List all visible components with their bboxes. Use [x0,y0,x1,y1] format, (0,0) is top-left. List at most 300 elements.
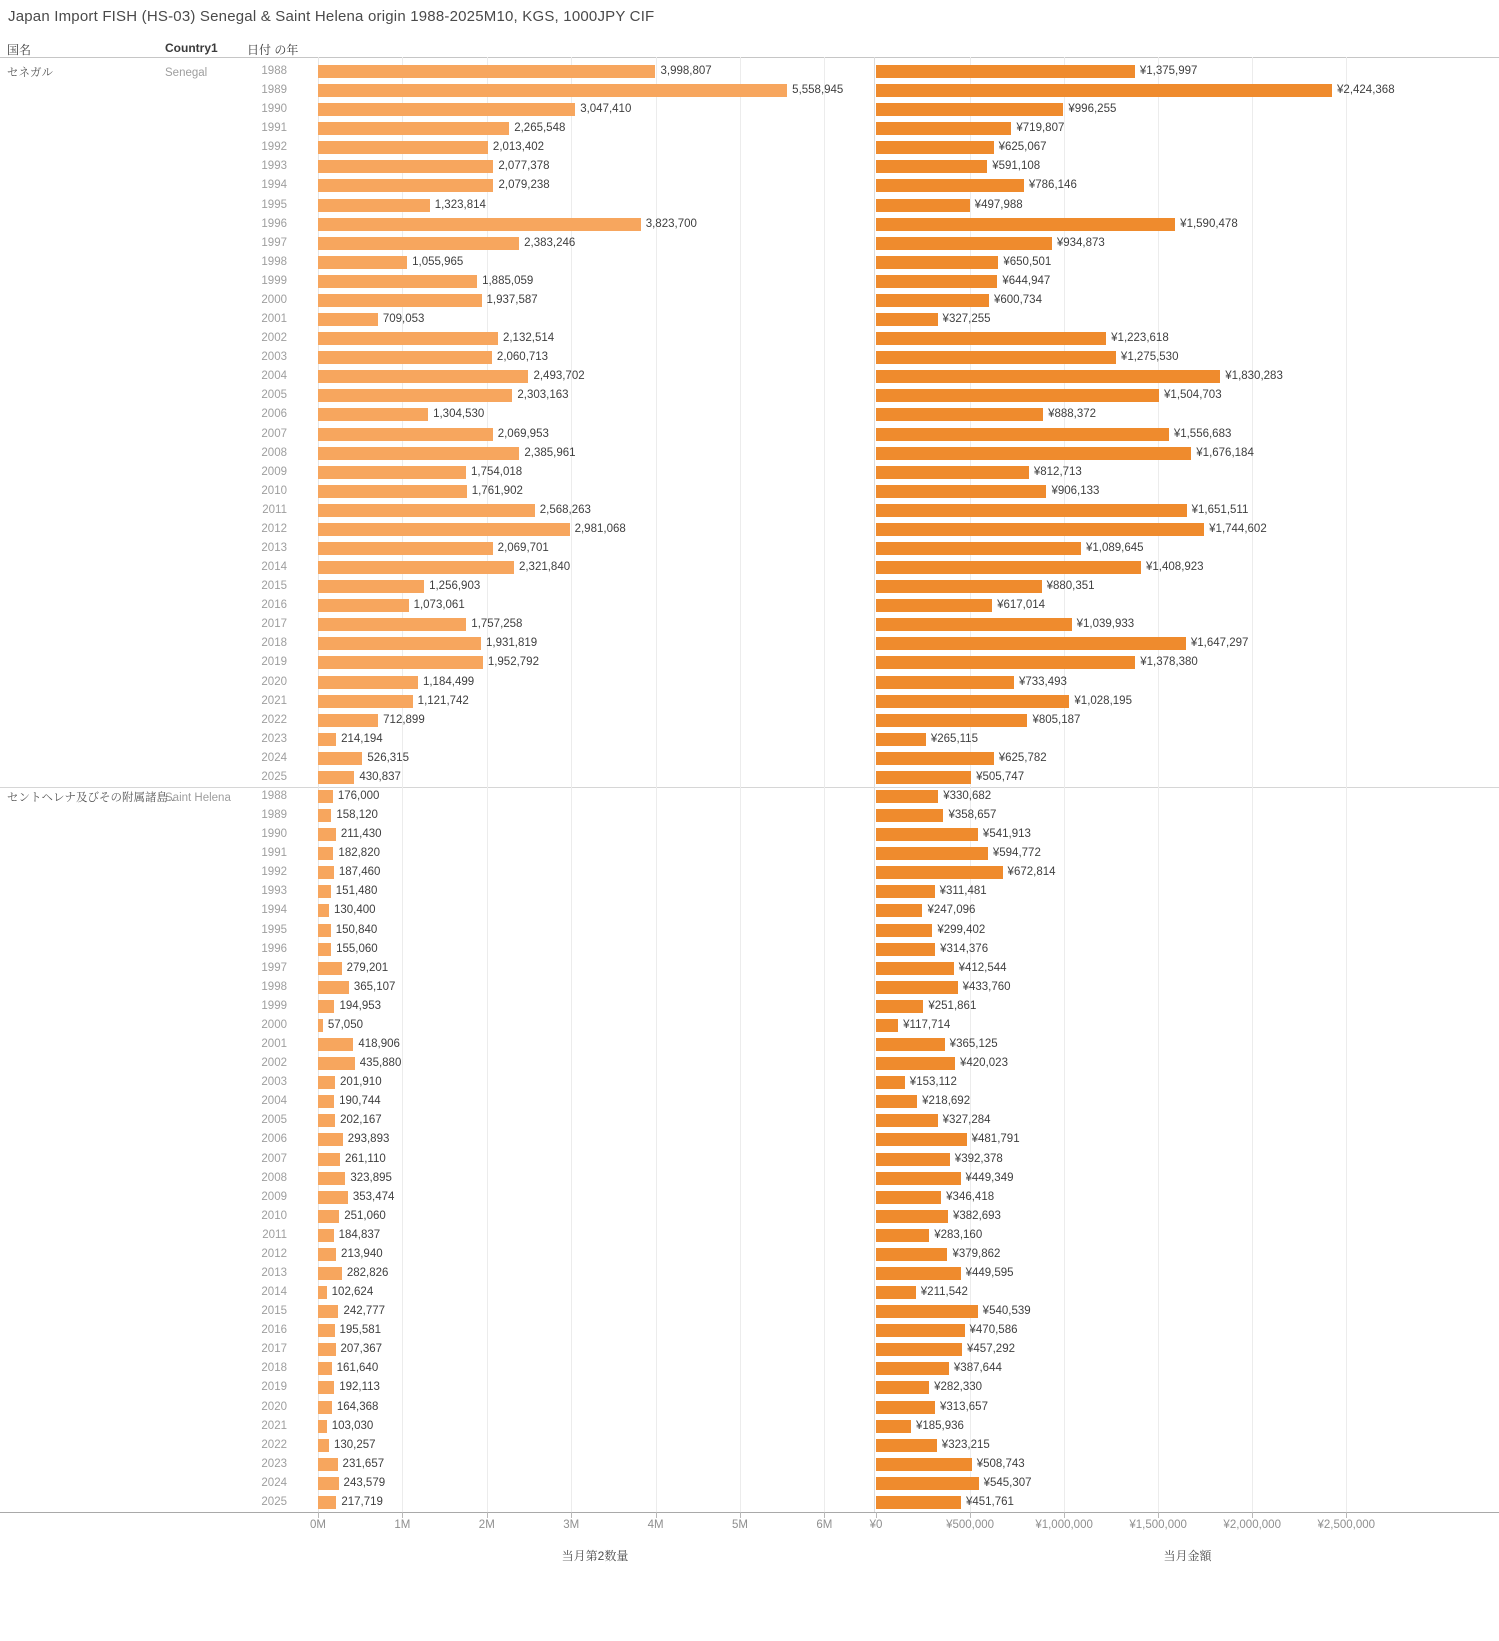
bar-amount[interactable] [876,676,1014,689]
year-label[interactable]: 2011 [262,503,287,516]
bar-amount-value: ¥1,039,933 [1076,618,1135,631]
bar-quantity[interactable] [318,1114,335,1127]
bar-quantity[interactable] [318,809,331,822]
bar-amount[interactable] [876,466,1029,479]
year-label[interactable]: 1995 [261,198,287,211]
bar-amount[interactable] [876,1477,979,1490]
year-label[interactable]: 2007 [261,1152,287,1165]
bar-amount[interactable] [876,866,1003,879]
year-label[interactable]: 2010 [261,484,287,497]
bar-quantity[interactable] [318,542,493,555]
bar-quantity-value: 161,640 [336,1362,379,1375]
bar-amount-value: ¥1,408,923 [1146,561,1204,574]
bar-amount-value: ¥449,595 [965,1266,1014,1279]
year-label[interactable]: 2004 [261,370,287,383]
bar-quantity[interactable] [318,141,488,154]
year-label[interactable]: 2008 [261,446,287,459]
bar-amount[interactable] [876,1019,898,1032]
year-label[interactable]: 2003 [261,1076,287,1089]
year-label[interactable]: 2024 [261,751,287,764]
bar-amount[interactable] [876,1057,955,1070]
bar-quantity-value: 155,060 [336,942,378,955]
bar-amount[interactable] [876,752,994,765]
bar-quantity[interactable] [318,618,466,631]
axis-tick [487,1512,488,1518]
bar-amount-value: ¥283,160 [934,1228,983,1241]
year-label[interactable]: 2020 [261,675,287,688]
bar-quantity-value: 279,201 [346,961,389,974]
bar-quantity[interactable] [318,1381,334,1394]
bar-amount[interactable] [876,771,971,784]
bar-quantity[interactable] [318,1095,334,1108]
bar-quantity-value: 365,107 [353,980,396,993]
bar-amount[interactable] [876,84,1332,97]
axis-tick [318,1512,319,1518]
year-label[interactable]: 2003 [261,351,287,364]
bar-amount[interactable] [876,1153,950,1166]
bar-quantity[interactable] [318,1305,338,1318]
bar-quantity[interactable] [318,866,334,879]
year-label[interactable]: 1998 [261,255,287,268]
column-header-country-jp: 国名 [7,43,32,57]
year-label[interactable]: 2016 [261,599,287,612]
bar-amount[interactable] [876,103,1063,116]
bar-quantity[interactable] [318,1038,353,1051]
bar-amount[interactable] [876,1210,948,1223]
bar-quantity[interactable] [318,885,331,898]
bar-amount[interactable] [876,504,1187,517]
bar-amount[interactable] [876,1038,945,1051]
bar-amount[interactable] [876,485,1046,498]
bar-quantity[interactable] [318,1076,335,1089]
year-label[interactable]: 2016 [261,1324,287,1337]
bar-amount[interactable] [876,370,1220,383]
bar-amount[interactable] [876,237,1052,250]
bar-quantity-value: 5,558,945 [792,84,844,97]
year-label[interactable]: 1989 [261,809,287,822]
bar-quantity-value: 1,073,061 [413,599,465,612]
bar-amount-value: ¥251,861 [928,999,977,1012]
bar-amount-value: ¥1,504,703 [1164,389,1222,402]
bar-quantity[interactable] [318,752,362,765]
bar-quantity[interactable] [318,1362,332,1375]
bar-amount-value: ¥1,744,602 [1209,522,1267,535]
bar-amount-value: ¥594,772 [992,847,1041,860]
bar-quantity[interactable] [318,256,407,269]
year-label[interactable]: 2002 [261,1057,287,1070]
bar-quantity-value: 2,383,246 [524,236,576,249]
bar-quantity[interactable] [318,179,493,192]
bar-amount[interactable] [876,981,958,994]
bar-quantity[interactable] [318,1458,338,1471]
bar-quantity[interactable] [318,160,493,173]
bar-amount[interactable] [876,1191,941,1204]
bar-quantity[interactable] [318,962,342,975]
bar-quantity[interactable] [318,428,493,441]
bar-amount[interactable] [876,580,1042,593]
bar-amount[interactable] [876,599,992,612]
bar-quantity[interactable] [318,485,467,498]
bar-amount[interactable] [876,790,938,803]
year-label[interactable]: 1996 [261,217,287,230]
bar-amount-value: ¥625,782 [998,751,1047,764]
row-group-country-jp[interactable]: セントヘレナ及びその附属諸島.. [7,792,175,804]
bar-amount[interactable] [876,1286,916,1299]
bar-quantity[interactable] [318,904,329,917]
bar-amount[interactable] [876,1401,935,1414]
bar-quantity[interactable] [318,1191,348,1204]
year-label[interactable]: 2010 [261,1209,287,1222]
bar-amount[interactable] [876,656,1135,669]
bar-quantity[interactable] [318,1229,334,1242]
bar-quantity[interactable] [318,332,498,345]
column-header-country1: Country1 [165,41,218,55]
bar-amount[interactable] [876,199,970,212]
year-label[interactable]: 1995 [261,923,287,936]
bar-amount[interactable] [876,1114,938,1127]
bar-quantity-value: 2,079,238 [498,179,550,192]
bar-quantity[interactable] [318,943,331,956]
bar-amount[interactable] [876,179,1024,192]
year-label[interactable]: 1993 [261,885,287,898]
bar-amount[interactable] [876,733,926,746]
bar-amount[interactable] [876,924,932,937]
bar-amount[interactable] [876,256,998,269]
bar-amount[interactable] [876,313,938,326]
year-label[interactable]: 2017 [261,1343,287,1356]
bar-quantity[interactable] [318,504,535,517]
year-label[interactable]: 1990 [261,103,287,116]
bar-quantity-value: 182,820 [338,847,380,860]
bar-quantity[interactable] [318,1019,323,1032]
bar-quantity[interactable] [318,733,336,746]
year-label[interactable]: 1998 [261,980,287,993]
year-label[interactable]: 2020 [261,1400,287,1413]
year-label[interactable]: 1988 [261,65,287,77]
bar-quantity[interactable] [318,199,430,212]
bar-quantity[interactable] [318,714,378,727]
bar-amount[interactable] [876,351,1116,364]
bar-quantity[interactable] [318,847,333,860]
year-label[interactable]: 2006 [261,408,287,421]
bar-quantity-value: 2,060,713 [496,351,549,364]
axis-tick [970,1512,971,1518]
bar-quantity[interactable] [318,1210,339,1223]
year-label[interactable]: 1989 [261,84,287,97]
bar-amount[interactable] [876,65,1135,78]
bar-amount[interactable] [876,294,989,307]
bar-quantity[interactable] [318,1267,342,1280]
bar-amount[interactable] [876,809,943,822]
bar-amount[interactable] [876,695,1069,708]
year-label[interactable]: 2002 [261,332,287,345]
year-label[interactable]: 2017 [261,618,287,631]
bar-amount[interactable] [876,1496,961,1509]
bar-amount[interactable] [876,141,994,154]
bar-quantity[interactable] [318,1477,339,1490]
bar-quantity-value: 1,304,530 [433,408,485,421]
bar-quantity[interactable] [318,580,424,593]
bar-quantity[interactable] [318,1420,327,1433]
year-label[interactable]: 1992 [261,866,287,879]
bar-quantity-value: 158,120 [336,809,378,822]
bar-quantity[interactable] [318,790,333,803]
chart-title: Japan Import FISH (HS-03) Senegal & Saint Helena origin 1988-2025M10, KGS, 1000JPY CIF [8,8,655,25]
bar-amount[interactable] [876,1000,923,1013]
bar-amount[interactable] [876,1305,978,1318]
year-label[interactable]: 2025 [261,1495,287,1508]
year-label[interactable]: 2009 [261,465,287,478]
row-group-country-en[interactable]: Senegal [165,67,208,79]
bar-amount-value: ¥1,590,478 [1180,217,1238,230]
bar-amount[interactable] [876,218,1175,231]
year-label[interactable]: 2015 [261,1305,287,1318]
bar-amount-value: ¥346,418 [946,1190,995,1203]
year-label[interactable]: 1991 [261,122,287,135]
bar-quantity[interactable] [318,237,519,250]
year-label[interactable]: 2024 [261,1476,287,1489]
bar-amount[interactable] [876,561,1141,574]
year-label[interactable]: 1994 [261,904,287,917]
row-group-country-en[interactable]: Saint Helena [165,792,231,804]
bar-quantity[interactable] [318,466,466,479]
bar-amount[interactable] [876,828,978,841]
bar-quantity[interactable] [318,218,641,231]
bar-quantity-value: 1,184,499 [422,675,475,688]
year-label[interactable]: 2022 [261,713,287,726]
bar-amount[interactable] [876,1133,967,1146]
axis-tick-label: 6M [816,1519,833,1531]
bar-amount[interactable] [876,1420,911,1433]
bar-amount[interactable] [876,885,935,898]
bar-amount[interactable] [876,714,1027,727]
bar-amount[interactable] [876,1172,961,1185]
column-header-date-year: 日付 の年 [247,43,299,57]
bar-amount[interactable] [876,618,1072,631]
bar-amount[interactable] [876,904,922,917]
bar-quantity[interactable] [318,771,354,784]
bar-amount-value: ¥247,096 [927,904,976,917]
bar-quantity-value: 1,121,742 [417,694,469,707]
year-label[interactable]: 2018 [261,637,287,650]
bar-amount-value: ¥1,089,645 [1085,541,1144,554]
year-label[interactable]: 2025 [261,770,287,783]
year-label[interactable]: 2008 [261,1171,287,1184]
bar-quantity[interactable] [318,294,482,307]
bar-quantity[interactable] [318,1401,332,1414]
bar-quantity-value: 201,910 [340,1076,382,1089]
year-label[interactable]: 2001 [261,313,287,326]
year-label[interactable]: 2004 [261,1095,287,1108]
year-label[interactable]: 2019 [261,656,287,669]
bar-amount-value: ¥392,378 [954,1152,1003,1165]
bar-quantity[interactable] [318,828,336,841]
bar-quantity[interactable] [318,275,477,288]
year-label[interactable]: 2013 [261,541,287,554]
bar-quantity-value: 3,998,807 [660,65,712,77]
year-label[interactable]: 2009 [261,1190,287,1203]
axis-title: 当月第2数量 [561,1549,629,1563]
bar-amount[interactable] [876,408,1043,421]
year-label[interactable]: 2014 [261,1286,287,1299]
bar-quantity[interactable] [318,1286,327,1299]
year-label[interactable]: 2022 [261,1438,287,1451]
year-label[interactable]: 1991 [261,847,287,860]
bar-amount-value: ¥719,807 [1016,122,1065,135]
bar-quantity[interactable] [318,1153,340,1166]
axis-tick-label: ¥1,000,000 [1035,1519,1093,1531]
bar-quantity[interactable] [318,84,787,97]
bar-amount[interactable] [876,428,1169,441]
bar-quantity-value: 2,981,068 [574,522,626,535]
bar-quantity[interactable] [318,370,528,383]
bar-quantity[interactable] [318,65,655,78]
bar-quantity[interactable] [318,1439,329,1452]
bar-quantity-value: 1,055,965 [412,255,464,268]
year-label[interactable]: 2019 [261,1381,287,1394]
bar-quantity[interactable] [318,313,378,326]
year-label[interactable]: 1997 [261,236,287,249]
gridline [824,57,825,1512]
bar-quantity-value: 2,132,514 [502,332,555,345]
axis-tick-label: 2M [478,1519,495,1531]
year-label[interactable]: 1997 [261,961,287,974]
bar-quantity[interactable] [318,924,331,937]
year-label[interactable]: 2011 [262,1228,287,1241]
axis-tick-label: ¥500,000 [946,1519,995,1531]
year-label[interactable]: 2006 [261,1133,287,1146]
year-label[interactable]: 1992 [261,141,287,154]
year-label[interactable]: 2000 [261,293,287,306]
bar-amount[interactable] [876,275,997,288]
year-label[interactable]: 2021 [261,694,287,707]
axis-tick [656,1512,657,1518]
year-label[interactable]: 2005 [261,1114,287,1127]
year-label[interactable]: 2021 [261,1419,287,1432]
bar-amount-value: ¥591,108 [992,160,1041,173]
bar-quantity[interactable] [318,1496,336,1509]
bar-quantity[interactable] [318,695,413,708]
bar-amount[interactable] [876,447,1191,460]
bar-quantity[interactable] [318,676,418,689]
year-label[interactable]: 1988 [261,790,287,802]
bar-amount[interactable] [876,847,988,860]
bar-amount-value: ¥600,734 [994,293,1042,306]
bar-quantity[interactable] [318,1133,343,1146]
bar-quantity[interactable] [318,1248,336,1261]
axis-tick-label: ¥0 [869,1519,883,1531]
bar-amount[interactable] [876,1439,937,1452]
year-label[interactable]: 1994 [261,179,287,192]
year-label[interactable]: 2013 [261,1266,287,1279]
row-group-country-jp[interactable]: セネガル [7,67,53,79]
bar-quantity[interactable] [318,656,483,669]
bar-amount[interactable] [876,1343,962,1356]
bar-quantity[interactable] [318,599,409,612]
bar-quantity-value: 231,657 [342,1457,385,1470]
bar-quantity[interactable] [318,351,492,364]
bar-quantity[interactable] [318,103,575,116]
year-label[interactable]: 1990 [261,828,287,841]
bar-quantity[interactable] [318,561,514,574]
bar-amount[interactable] [876,962,954,975]
year-label[interactable]: 2000 [261,1018,287,1031]
bar-quantity-value: 1,256,903 [429,580,481,593]
year-label[interactable]: 2018 [261,1362,287,1375]
year-label[interactable]: 1996 [261,942,287,955]
bar-amount-value: ¥387,644 [953,1362,1002,1375]
bar-amount[interactable] [876,1381,929,1394]
year-label[interactable]: 2001 [261,1038,287,1051]
year-label[interactable]: 2015 [261,580,287,593]
year-label[interactable]: 2012 [261,1247,287,1260]
bar-amount[interactable] [876,1362,949,1375]
bar-quantity[interactable] [318,447,519,460]
bar-amount[interactable] [876,1267,961,1280]
bar-amount[interactable] [876,1076,905,1089]
bar-quantity[interactable] [318,408,428,421]
bar-quantity[interactable] [318,981,349,994]
axis-tick [876,1512,877,1518]
year-label[interactable]: 2005 [261,389,287,402]
bar-amount[interactable] [876,332,1106,345]
bar-amount[interactable] [876,523,1204,536]
year-label[interactable]: 2023 [261,732,287,745]
bar-amount[interactable] [876,1248,947,1261]
bar-quantity[interactable] [318,523,570,536]
bar-quantity-value: 1,952,792 [487,656,539,669]
bar-amount-value: ¥1,275,530 [1120,351,1179,364]
year-label[interactable]: 2014 [261,561,287,574]
bar-amount-value: ¥934,873 [1056,236,1105,249]
bar-quantity-value: 190,744 [339,1095,381,1108]
bar-quantity-value: 2,303,163 [517,389,569,402]
bar-amount-value: ¥382,693 [952,1209,1001,1222]
bar-quantity-value: 435,880 [359,1057,402,1070]
bar-quantity[interactable] [318,1000,334,1013]
bar-amount[interactable] [876,122,1011,135]
year-label[interactable]: 2007 [261,427,287,440]
bar-quantity[interactable] [318,122,509,135]
bar-amount[interactable] [876,1229,929,1242]
bar-quantity[interactable] [318,1343,336,1356]
bar-quantity-value: 207,367 [340,1343,383,1356]
bar-quantity-value: 1,937,587 [486,293,538,306]
bar-amount-value: ¥733,493 [1018,675,1067,688]
year-label[interactable]: 1993 [261,160,287,173]
bar-amount[interactable] [876,389,1159,402]
bar-quantity[interactable] [318,1324,335,1337]
bar-quantity-value: 293,893 [347,1133,390,1146]
bar-amount[interactable] [876,160,987,173]
year-label[interactable]: 1999 [261,999,287,1012]
bar-amount[interactable] [876,943,935,956]
year-label[interactable]: 1999 [261,274,287,287]
bar-amount[interactable] [876,1095,917,1108]
bar-amount[interactable] [876,1324,965,1337]
bar-amount[interactable] [876,637,1186,650]
bar-amount[interactable] [876,1458,972,1471]
bar-quantity[interactable] [318,389,512,402]
year-label[interactable]: 2023 [261,1457,287,1470]
year-label[interactable]: 2012 [261,522,287,535]
bar-quantity-value: 430,837 [359,770,401,783]
bar-quantity[interactable] [318,1057,355,1070]
bar-amount[interactable] [876,542,1081,555]
bar-quantity[interactable] [318,637,481,650]
axis-tick-label: ¥2,500,000 [1317,1519,1376,1531]
bar-quantity[interactable] [318,1172,345,1185]
